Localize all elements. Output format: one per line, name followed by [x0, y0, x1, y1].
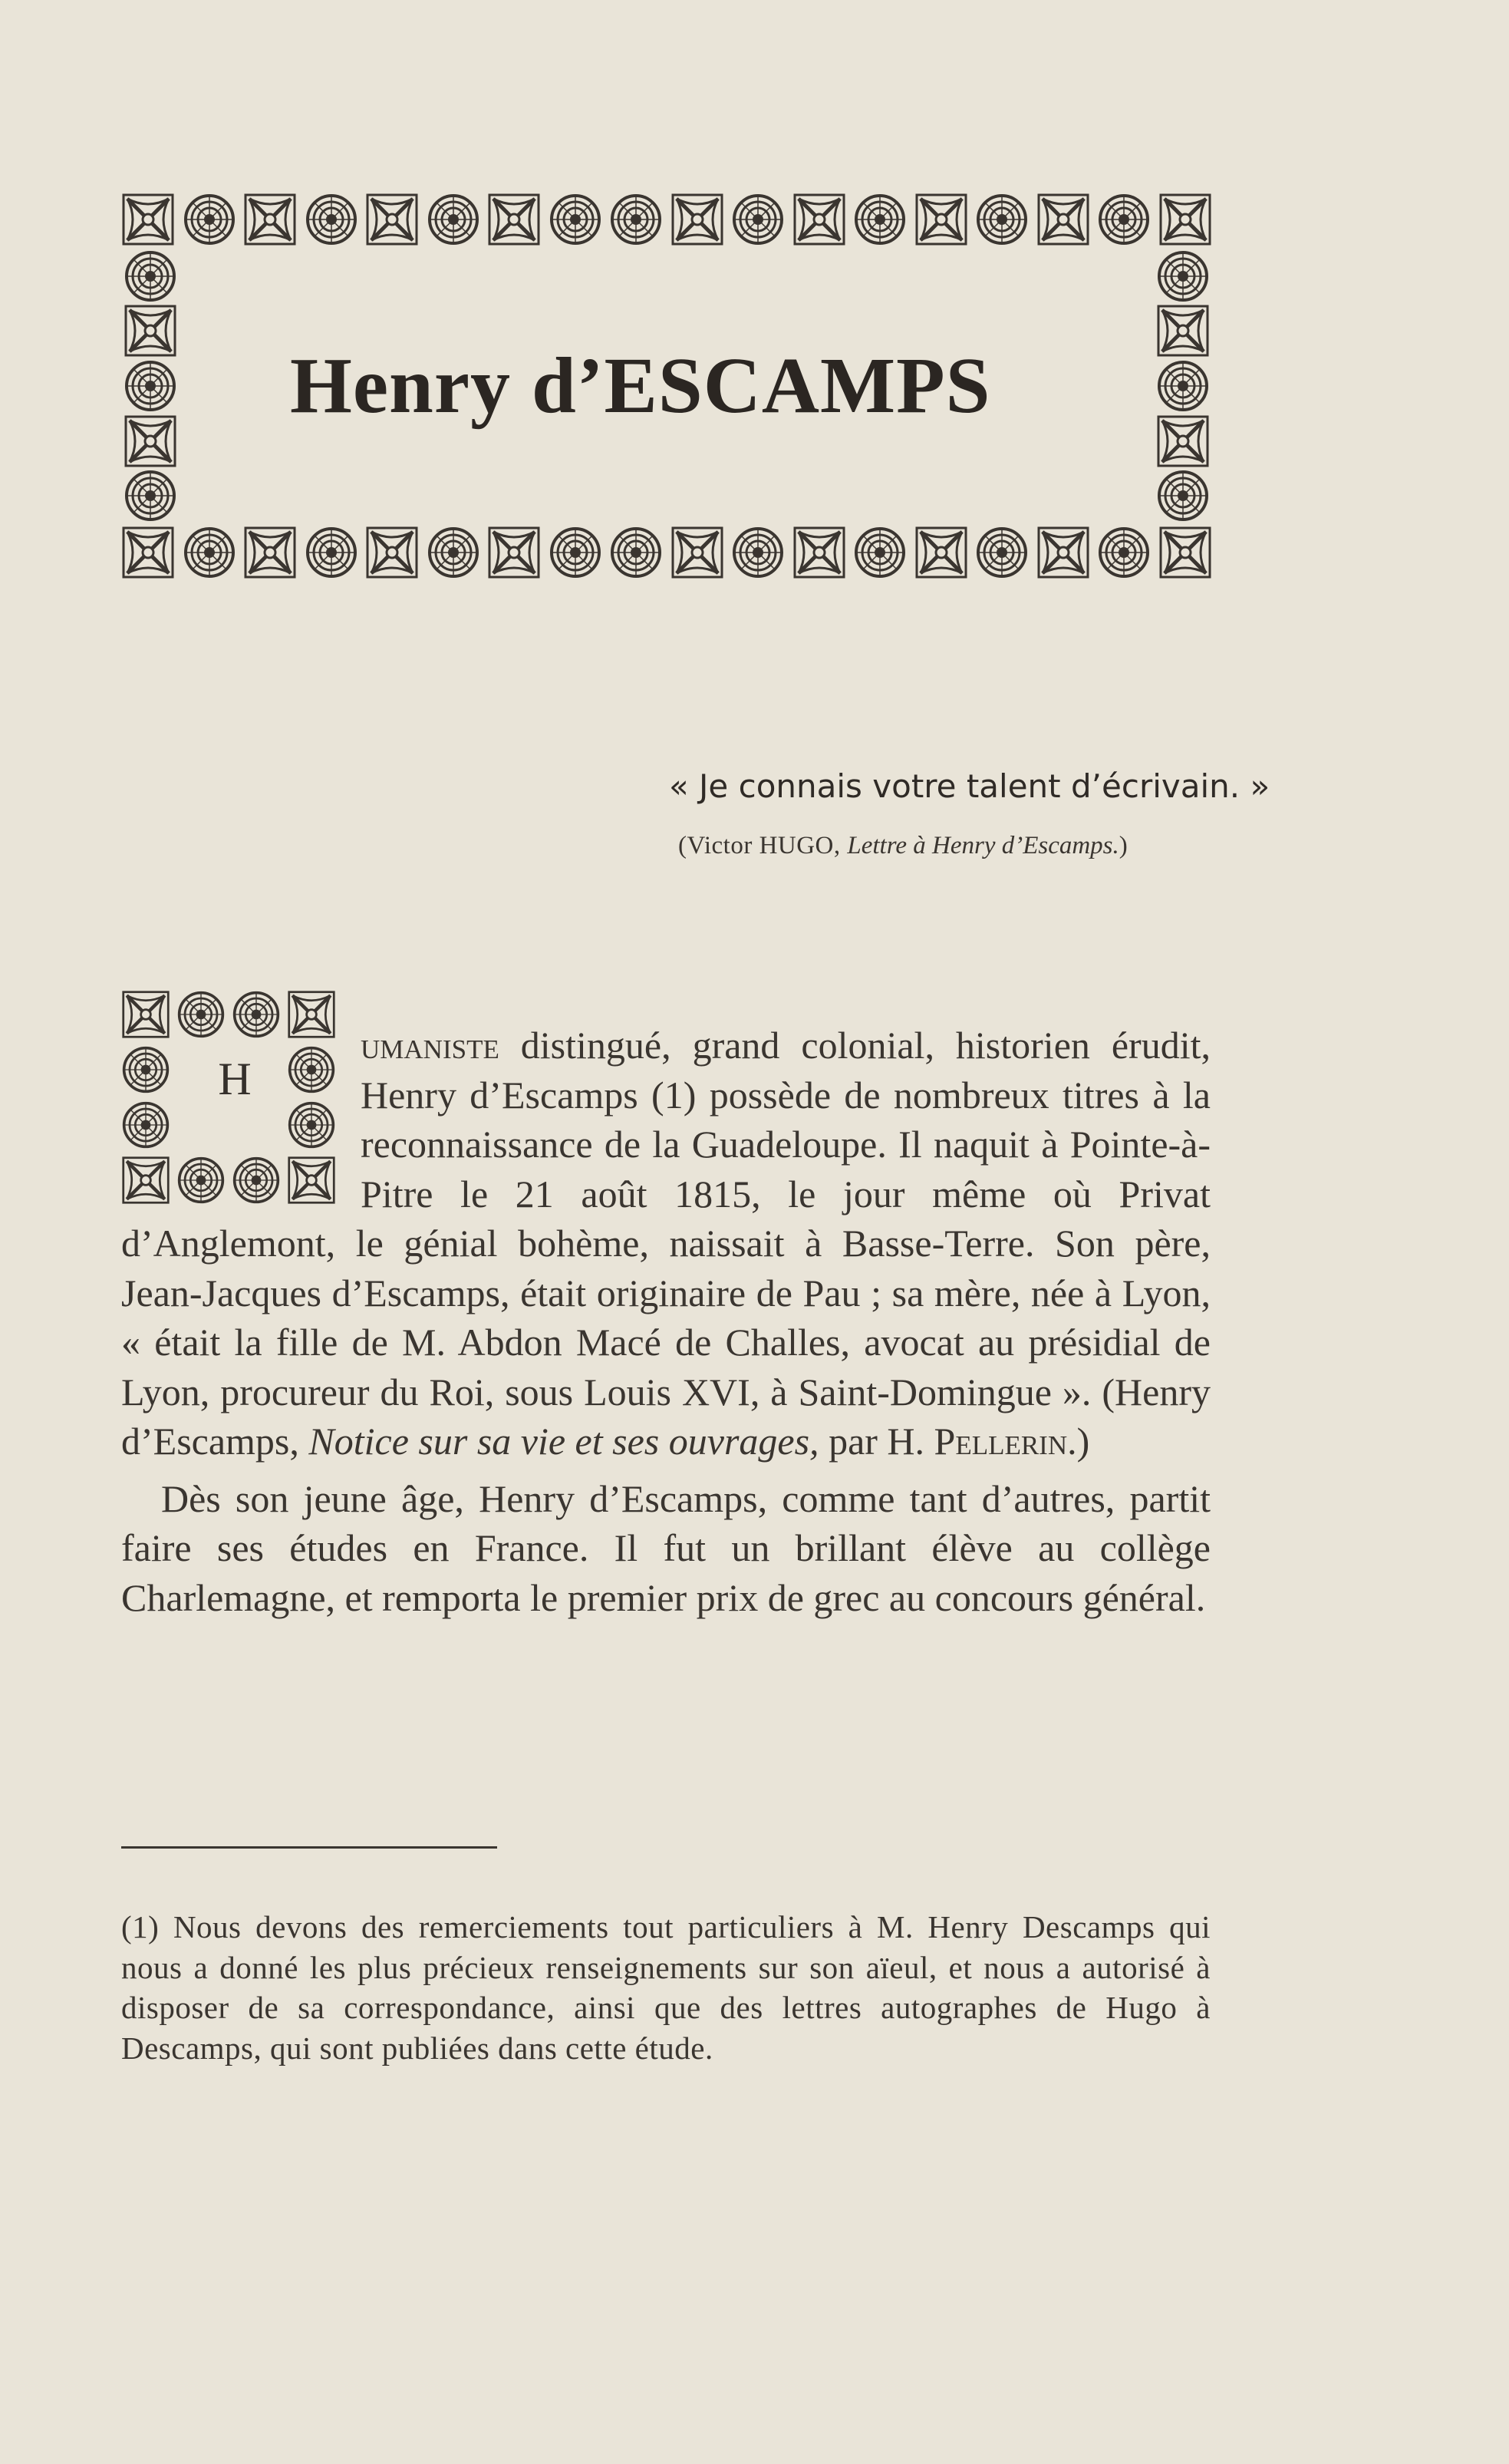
- rosette-ornament-icon: [549, 526, 602, 579]
- rosette-ornament-icon: [183, 526, 236, 579]
- knot-ornament-icon: [124, 304, 177, 358]
- rosette-ornament-icon: [305, 526, 358, 579]
- knot-ornament-icon: [1156, 414, 1210, 468]
- knot-ornament-icon: [365, 526, 419, 579]
- body-text: [121, 1021, 1211, 1622]
- knot-ornament-icon: [1156, 304, 1210, 358]
- epigraph-source-close: ): [1119, 832, 1128, 859]
- footnote: (1) Nous devons des remerciements tout particuliers à M. Henry Descamps qui nous a donné les plus précieux renseignements sur son aïeul, et nous a autorisé à disposer de sa correspondance, ainsi que des lettres autographes de Hugo à Descamps, qui sont publiées dans cette étude.: [121, 1909, 1211, 2066]
- knot-ornament-icon: [487, 526, 541, 579]
- knot-ornament-icon: [121, 193, 175, 246]
- rosette-ornament-icon: [427, 526, 480, 579]
- paragraph-1-end: .): [1067, 1420, 1090, 1463]
- rosette-ornament-icon: [427, 193, 480, 246]
- knot-ornament-icon: [914, 526, 968, 579]
- paragraph-1: [121, 1021, 1211, 1466]
- epigraph-work: Lettre à Henry d’Escamps.: [847, 832, 1119, 859]
- paragraph-1-lead: umaniste: [361, 1024, 499, 1067]
- knot-ornament-icon: [792, 193, 846, 246]
- knot-ornament-icon: [1036, 193, 1090, 246]
- rosette-ornament-icon: [124, 359, 177, 413]
- knot-ornament-icon: [124, 414, 177, 468]
- rosette-ornament-icon: [975, 193, 1029, 246]
- rosette-ornament-icon: [124, 249, 177, 303]
- knot-ornament-icon: [670, 193, 724, 246]
- rosette-ornament-icon: [183, 193, 236, 246]
- rosette-ornament-icon: [731, 526, 785, 579]
- knot-ornament-icon: [243, 193, 297, 246]
- knot-ornament-icon: [121, 526, 175, 579]
- rosette-ornament-icon: [124, 469, 177, 523]
- epigraph-quote: « Je connais votre talent d’écrivain. »: [669, 767, 1270, 805]
- epigraph-author: HUGO: [759, 832, 834, 859]
- rosette-ornament-icon: [1097, 526, 1151, 579]
- knot-ornament-icon: [1158, 193, 1212, 246]
- knot-ornament-icon: [243, 526, 297, 579]
- frame-left-border: [121, 249, 180, 523]
- paragraph-1-text-b: par H.: [819, 1420, 934, 1463]
- paragraph-1-name: Pellerin: [934, 1420, 1068, 1463]
- knot-ornament-icon: [487, 193, 541, 246]
- paragraph-2: Dès son jeune âge, Henry d’Escamps, comme tant d’autres, partit faire ses études en France. Il fut un brillant élève au collège Charlemagne, et remporta le premier prix de grec au concours général.: [121, 1476, 1211, 1619]
- rosette-ornament-icon: [853, 526, 907, 579]
- epigraph-source-open: (Victor: [678, 832, 759, 859]
- rosette-ornament-icon: [731, 193, 785, 246]
- knot-ornament-icon: [1036, 526, 1090, 579]
- epigraph-source: [678, 832, 1231, 860]
- frame-bottom-border: [121, 523, 1212, 582]
- knot-ornament-icon: [914, 193, 968, 246]
- knot-ornament-icon: [1158, 526, 1212, 579]
- knot-ornament-icon: [792, 526, 846, 579]
- footnote-rule: [121, 1846, 497, 1849]
- rosette-ornament-icon: [305, 193, 358, 246]
- frame-top-border: [121, 190, 1212, 249]
- rosette-ornament-icon: [1097, 193, 1151, 246]
- title-frame: [121, 190, 1212, 582]
- chapter-title: Henry d’ESCAMPS: [290, 341, 991, 430]
- rosette-ornament-icon: [549, 193, 602, 246]
- rosette-ornament-icon: [609, 526, 663, 579]
- rosette-ornament-icon: [1156, 359, 1210, 413]
- rosette-ornament-icon: [975, 526, 1029, 579]
- knot-ornament-icon: [670, 526, 724, 579]
- frame-right-border: [1154, 249, 1212, 523]
- rosette-ornament-icon: [853, 193, 907, 246]
- paragraph-1-text: distingué, grand colonial, historien érudit, Henry d’Escamps (1) possède de nombreux titres à la reconnaissance de la Guadeloupe. Il naquit à Pointe-à-Pitre le 21 août 1815, le jour même où Privat d’Anglemont, le génial bohème, naissait à Basse-Terre. Son père, Jean-Jacques d’Escamps, était originaire de Pau ; sa mère, née à Lyon, « était la fille de M. Abdon Macé de Challes, avocat au présidial de Lyon, procureur du Roi, sous Louis XVI, à Saint-Domingue ». (Henry d’Escamps,: [121, 1024, 1211, 1463]
- paragraph-1-italic: Notice sur sa vie et ses ouvrages,: [308, 1420, 819, 1463]
- drop-cap-letter: H: [218, 1054, 252, 1104]
- rosette-ornament-icon: [1156, 469, 1210, 523]
- rosette-ornament-icon: [1156, 249, 1210, 303]
- knot-ornament-icon: [365, 193, 419, 246]
- epigraph-separator: ,: [833, 832, 848, 859]
- rosette-ornament-icon: [609, 193, 663, 246]
